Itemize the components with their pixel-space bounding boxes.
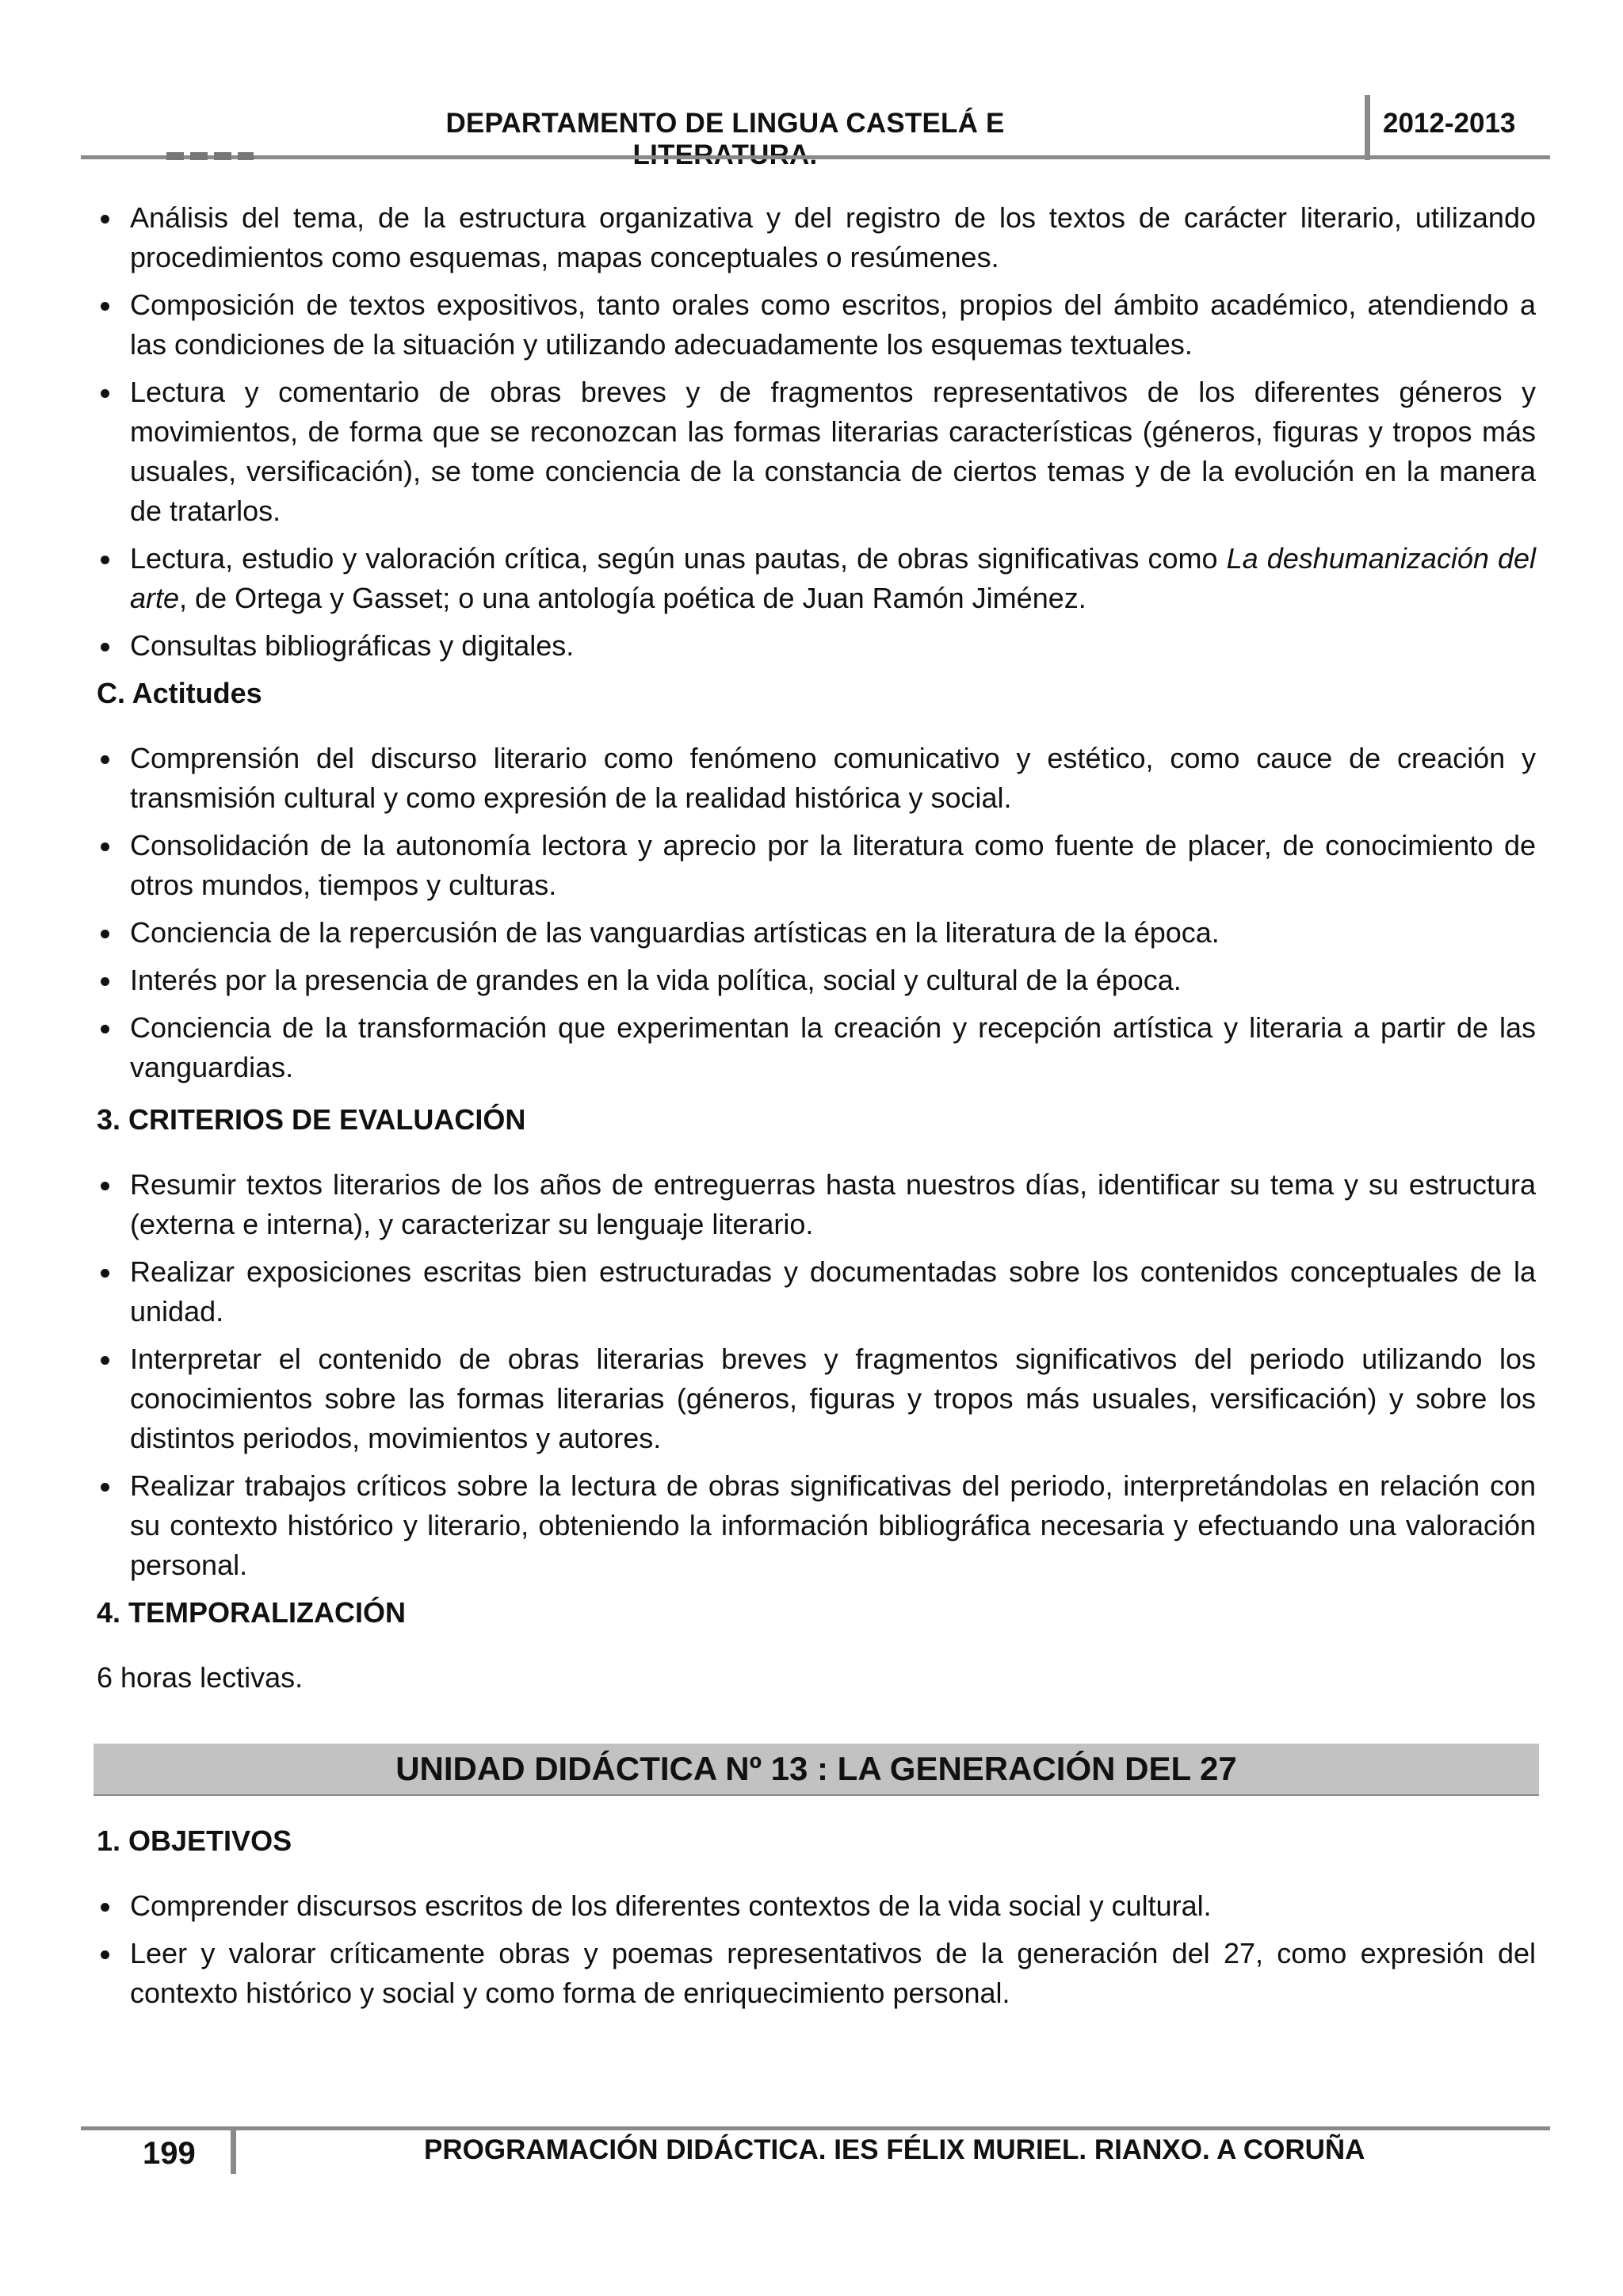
list-item: Análisis del tema, de la estructura organizativa y del registro de los textos de carácter literario, utilizando procedimientos como esquemas, mapas conceptuales o resúmenes. bbox=[97, 198, 1536, 277]
section-heading-temporalizacion: 4. TEMPORALIZACIÓN bbox=[97, 1596, 407, 1629]
list-item: Consultas bibliográficas y digitales. bbox=[97, 626, 1536, 666]
header-title: DEPARTAMENTO DE LINGUA CASTELÁ E bbox=[445, 108, 1005, 139]
section-heading-actitudes: C. Actitudes bbox=[97, 677, 262, 709]
list-item: Conciencia de la transformación que experimentan la creación y recepción artística y literaria a partir de las vanguardias. bbox=[97, 1008, 1536, 1087]
procedures-list bbox=[97, 198, 1536, 666]
section-heading-criterios: 3. CRITERIOS DE EVALUACIÓN bbox=[97, 1103, 526, 1136]
list-item: Interpretar el contenido de obras literarias breves y fragmentos significativos del periodo utilizando los conocimientos sobre las formas literarias (géneros, figuras y tropos más usuales, versificación) y sobre los distintos periodos, movimientos y autores. bbox=[97, 1339, 1536, 1458]
list-item: Composición de textos expositivos, tanto orales como escritos, propios del ámbito académico, atendiendo a las condiciones de la situación y utilizando adecuadamente los esquemas textuales. bbox=[97, 285, 1536, 365]
header-year: 2012-2013 bbox=[1383, 108, 1516, 139]
list-item: Leer y valorar críticamente obras y poemas representativos de la generación del 27, como expresión del contexto histórico y social y como forma de enriquecimiento personal. bbox=[97, 1934, 1536, 2013]
reading-item-prefix: Lectura, estudio y valoración crítica, según unas pautas, de obras significativas como bbox=[130, 542, 1227, 575]
header-divider bbox=[1365, 95, 1370, 160]
list-item: Consolidación de la autonomía lectora y aprecio por la literatura como fuente de placer, de conocimiento de otros mundos, tiempos y culturas. bbox=[97, 826, 1536, 905]
list-item: Lectura y comentario de obras breves y de fragmentos representativos de los diferentes géneros y movimientos, de forma que se reconozcan las formas literarias características (géneros, figuras y tropos más usuales, versificación), se tome conciencia de la constancia de ciertos temas y de la evolución en la manera de tratarlos. bbox=[97, 372, 1536, 531]
objetivos-list bbox=[97, 1886, 1536, 2013]
footer-rule bbox=[81, 2126, 1550, 2130]
criterios-list bbox=[97, 1165, 1536, 1585]
temporalizacion-text: 6 horas lectivas. bbox=[97, 1661, 304, 1694]
page-number: 199 bbox=[143, 2136, 196, 2171]
list-item: Realizar trabajos críticos sobre la lectura de obras significativas del periodo, interpretándolas en relación con su contexto histórico y literario, obteniendo la información bibliográfica necesaria y efectuando una valoración personal. bbox=[97, 1466, 1536, 1585]
book-title: La deshumanización del arte bbox=[130, 542, 1536, 614]
section-heading-objetivos: 1. OBJETIVOS bbox=[97, 1824, 292, 1857]
list-item: Comprender discursos escritos de los diferentes contextos de la vida social y cultural. bbox=[97, 1886, 1536, 1926]
list-item: Interés por la presencia de grandes en la vida política, social y cultural de la época. bbox=[97, 961, 1536, 1000]
reading-item-suffix: , de Ortega y Gasset; o una antología poética de Juan Ramón Jiménez. bbox=[179, 582, 1086, 614]
list-item: Comprensión del discurso literario como fenómeno comunicativo y estético, como cauce de creación y transmisión cultural y como expresión de la realidad histórica y social. bbox=[97, 739, 1536, 818]
list-item: Resumir textos literarios de los años de entreguerras hasta nuestros días, identificar su tema y su estructura (externa e interna), y caracterizar su lenguaje literario. bbox=[97, 1165, 1536, 1244]
actitudes-list bbox=[97, 739, 1536, 1087]
header-decoration bbox=[166, 152, 254, 160]
unit-title-banner: UNIDAD DIDÁCTICA Nº 13 : LA GENERACIÓN DEL 27 bbox=[94, 1744, 1539, 1796]
list-item: Realizar exposiciones escritas bien estructuradas y documentadas sobre los contenidos conceptuales de la unidad. bbox=[97, 1252, 1536, 1331]
list-item bbox=[97, 539, 1536, 618]
page-content bbox=[97, 198, 1536, 2021]
footer-divider bbox=[231, 2126, 236, 2174]
footer-text: PROGRAMACIÓN DIDÁCTICA. IES FÉLIX MURIEL. RIANXO. A CORUÑA bbox=[424, 2134, 1365, 2165]
list-item: Conciencia de la repercusión de las vanguardias artísticas en la literatura de la época. bbox=[97, 913, 1536, 953]
header-rule bbox=[81, 155, 1550, 159]
